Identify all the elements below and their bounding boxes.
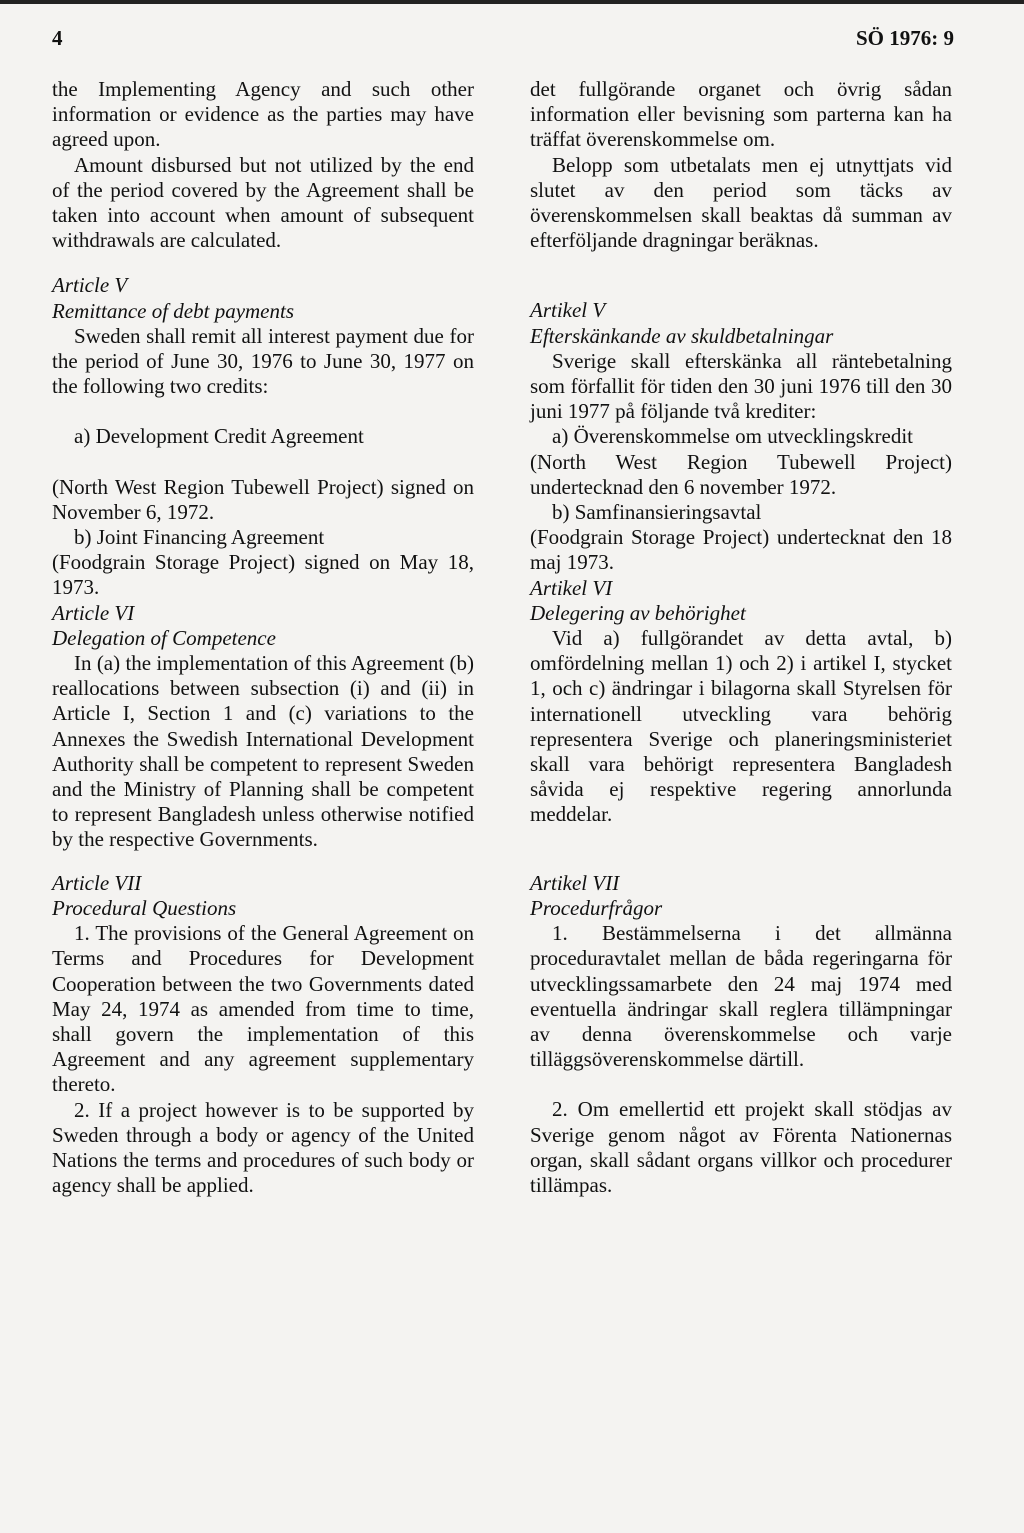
article-5-item-b-detail: (Foodgrain Storage Project) undertecknat den 18 maj 1973. (530, 525, 952, 575)
article-6-subheading: Delegation of Competence (52, 625, 276, 650)
article-6-paragraph: Vid a) fullgörandet av detta avtal, b) omfördelning mellan 1) och 2) i artikel I, stycket 1, och c) ändringar i bilagorna skall Styrelsen för internationell utveckling vara behörig representera Sverige och planeringsministeriet skall vara behörigt representera Bangladesh såvida ej respektive regering annorlunda meddelar. (530, 626, 952, 827)
article-7-heading: Article VII (52, 870, 142, 895)
article-5-subheading: Remittance of debt payments (52, 298, 295, 323)
top-border (0, 0, 1024, 4)
article-6-heading: Artikel VI (530, 575, 613, 600)
article-5-paragraph: Sweden shall remit all interest payment due for the period of June 30, 1976 to June 30, 1977 on the following two credits: (52, 323, 474, 399)
intro-paragraph-1: the Implementing Agency and such other information or evidence as the parties may have agreed upon. (52, 77, 474, 152)
article-7-subheading: Procedural Questions (52, 895, 237, 920)
article-7-paragraph-1: 1. The provisions of the General Agreement on Terms and Procedures for Development Cooperation between the two Governments dated May 24, 1974 as amended from time to time, shall govern the implementation of this Agreement and any agreement supplementary thereto. (52, 921, 474, 1097)
article-5-heading: Artikel V (530, 298, 606, 323)
article-5-item-b: b) Samfinansieringsavtal (552, 500, 762, 525)
intro-paragraph-1: det fullgörande organet och övrig sådan information eller bevisning som parterna kan ha träffat överenskommelse om. (530, 77, 952, 152)
article-5-subheading: Efterskänkande av skuldbetalningar (530, 323, 834, 348)
article-6-subheading: Delegering av behörighet (530, 600, 746, 625)
english-column (52, 77, 474, 1198)
document-reference: SÖ 1976: 9 (855, 26, 954, 50)
article-5-item-a-detail: (North West Region Tubewell Project) signed on November 6, 1972. (52, 474, 474, 524)
intro-paragraph-2: Belopp som utbetalats men ej utnyttjats vid slutet av den period som täcks av överenskommelsen skall beaktas då summan av efterföljande dragningar beräknas. (530, 152, 952, 253)
article-7-paragraph-1: 1. Bestämmelserna i det allmänna proceduravtalet mellan de båda regeringarna för utvecklingssamarbete den 24 maj 1974 med eventuella ändringar skall reglera tillämpningar av denna överenskommelse och varje tilläggsöverenskommelse därtill. (530, 921, 952, 1072)
article-5-item-a: a) Överenskommelse om utvecklingskredit (552, 424, 913, 449)
intro-paragraph-2: Amount disbursed but not utilized by the end of the period covered by the Agreement shall be taken into account when amount of subsequent withdrawals are calculated. (52, 152, 474, 253)
article-6-paragraph: In (a) the implementation of this Agreement (b) reallocations between subsection (i) and (ii) in Article I, Section 1 and (c) variations to the Annexes the Swedish International Development Authority shall be competent to represent Sweden and the Ministry of Planning shall be competent to represent Bangladesh unless otherwise notified by the respective Governments. (52, 651, 474, 852)
article-5-item-a: a) Development Credit Agreement (74, 424, 364, 449)
swedish-column (530, 77, 952, 1198)
article-7-paragraph-2: 2. If a project however is to be supported by Sweden through a body or agency of the United Nations the terms and procedures of such body or agency shall be applied. (52, 1097, 474, 1198)
article-5-heading: Article V (52, 273, 128, 298)
page-number: 4 (52, 26, 63, 50)
article-5-item-b: b) Joint Financing Agreement (74, 525, 325, 550)
article-7-subheading: Procedurfrågor (530, 895, 663, 920)
article-6-heading: Article VI (52, 600, 135, 625)
article-5-item-b-detail: (Foodgrain Storage Project) signed on May 18, 1973. (52, 550, 474, 600)
article-7-paragraph-2: 2. Om emellertid ett projekt skall stödjas av Sverige genom något av Förenta Nationernas organ, skall sådant organs villkor och procedurer tillämpas. (530, 1097, 952, 1197)
article-5-paragraph: Sverige skall efterskänka all räntebetalning som förfallit för tiden den 30 juni 1976 till den 30 juni 1977 på följande två krediter: (530, 348, 952, 424)
article-7-heading: Artikel VII (530, 870, 620, 895)
article-5-item-a-detail: (North West Region Tubewell Project) undertecknad den 6 november 1972. (530, 449, 952, 499)
